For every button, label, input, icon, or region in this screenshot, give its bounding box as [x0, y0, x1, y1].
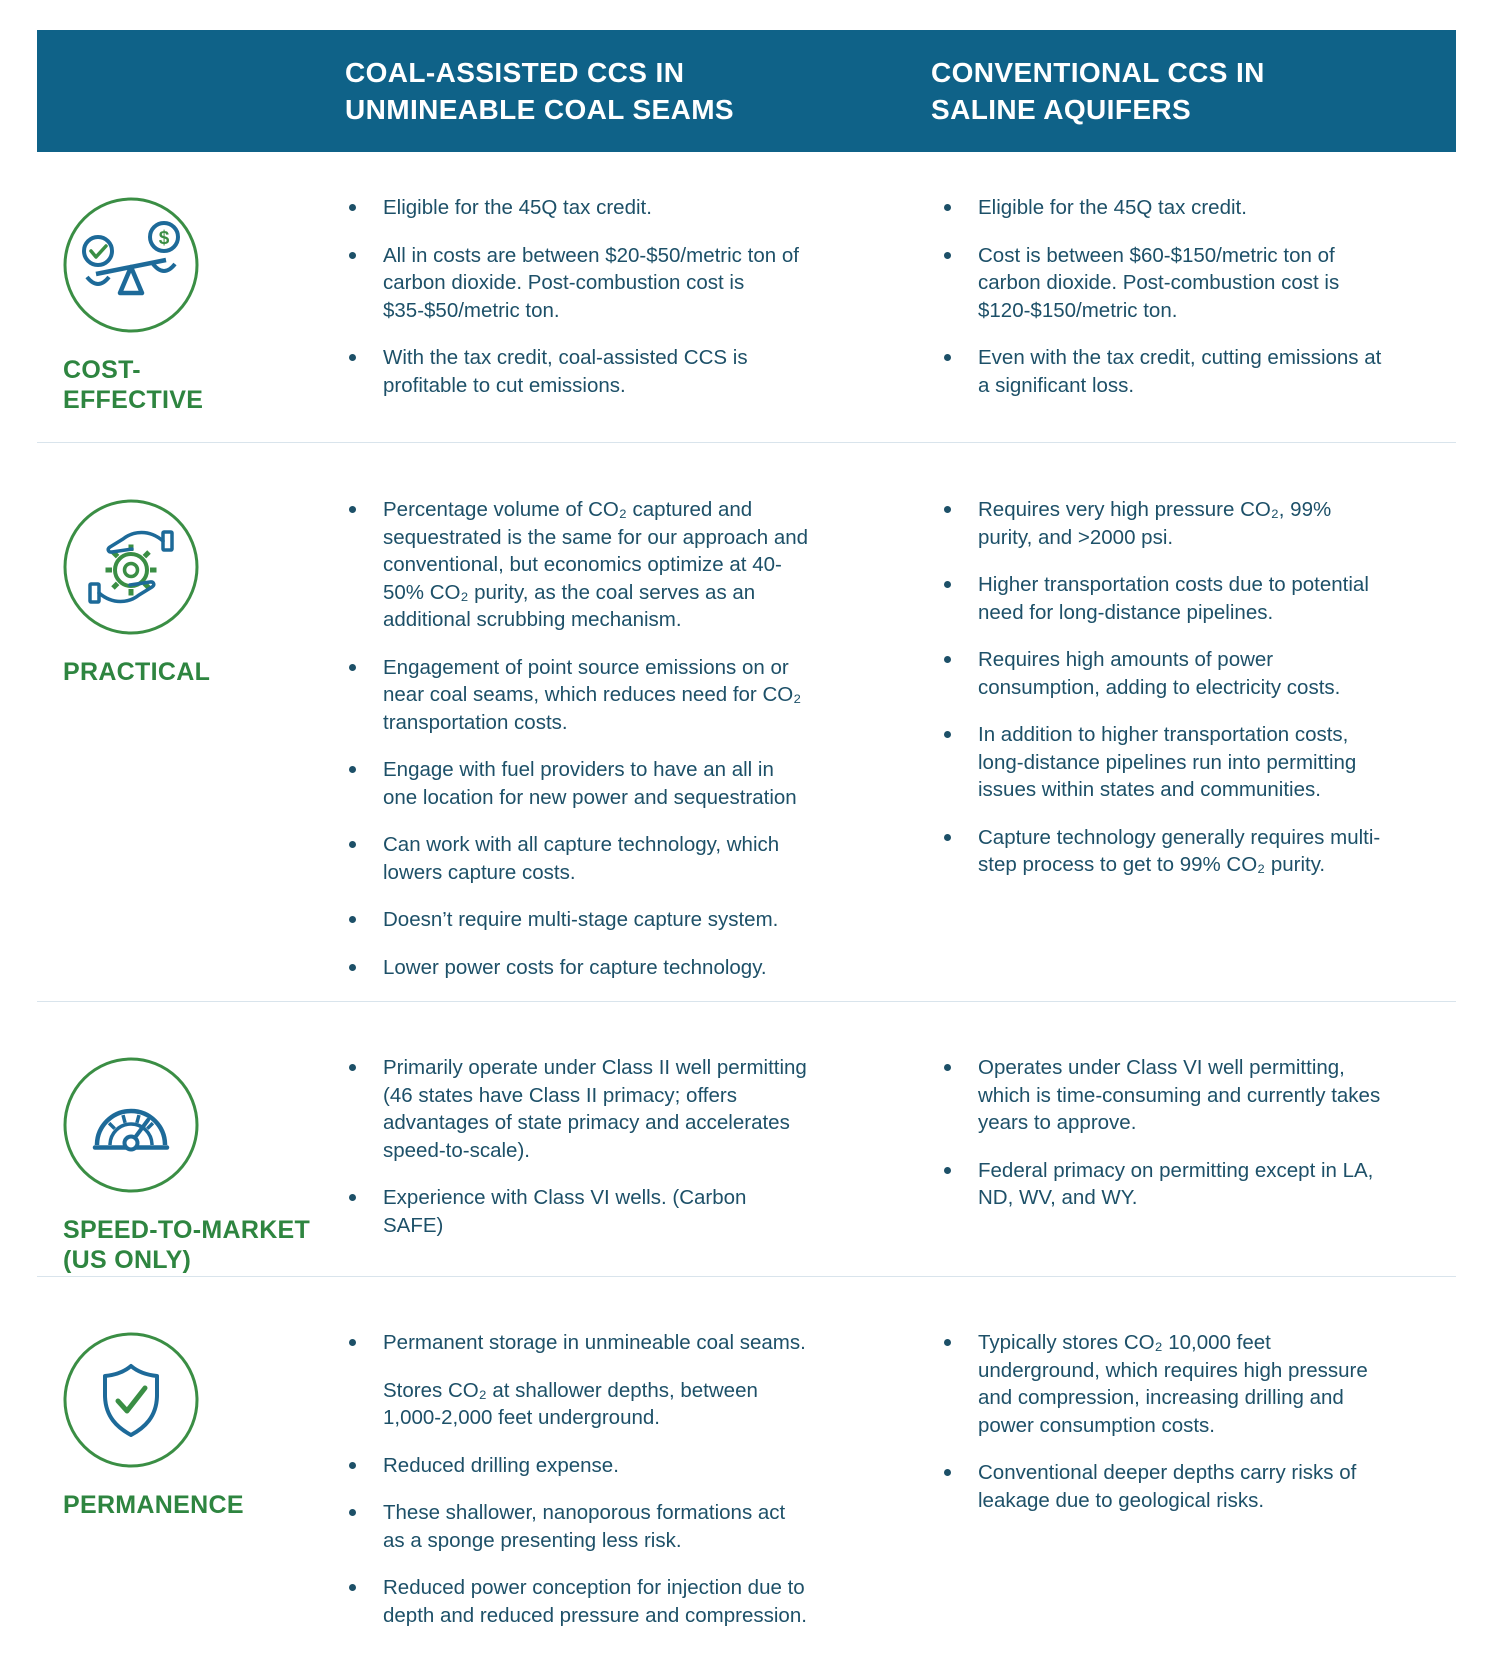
bullet-item: [349, 1377, 810, 1432]
bullet-item: [944, 1054, 1384, 1137]
bullet-text: Engage with fuel providers to have an all in one location for new power and sequestration: [383, 758, 797, 809]
bullet-dot: [944, 731, 951, 738]
bullet-item: [349, 1499, 810, 1554]
svg-text:$: $: [158, 228, 170, 249]
bullet-dot: [349, 1584, 356, 1591]
bullet-dot: [944, 506, 951, 513]
bullet-text: In addition to higher transportation costs, long-distance pipelines run into permitting issues within states and communities.: [978, 723, 1357, 801]
table-header-bar: [37, 30, 1456, 152]
bullet-text: Typically stores CO₂ 10,000 feet underground, which requires high pressure and compression, increasing drilling and power consumption costs.: [978, 1331, 1368, 1437]
bullet-text: Requires high amounts of power consumption, adding to electricity costs.: [978, 648, 1341, 699]
bullet-text: Requires very high pressure CO₂, 99% purity, and >2000 psi.: [978, 498, 1332, 549]
column-header-line: SALINE AQUIFERS: [931, 94, 1192, 125]
bullet-item: [944, 344, 1384, 399]
bullet-item: [349, 242, 810, 325]
bullet-item: [944, 194, 1384, 222]
bullet-item: [349, 1329, 810, 1357]
column-header-line: UNMINEABLE COAL SEAMS: [345, 94, 735, 125]
bullet-dot: [944, 656, 951, 663]
bullet-text: Cost is between $60-$150/metric ton of carbon dioxide. Post-combustion cost is $120-$150/metric ton.: [978, 243, 1340, 322]
bullet-dot: [944, 1167, 951, 1174]
bullet-dot: [349, 252, 356, 259]
bullet-item: [349, 194, 810, 222]
bullet-text: Reduced power conception for injection due to depth and reduced pressure and compression.: [383, 1576, 807, 1627]
bullet-dot: [349, 964, 356, 971]
bullet-item: [349, 496, 810, 634]
bullet-item: [349, 756, 810, 811]
practical-icon-cell: [37, 496, 349, 1001]
column-header-line: CONVENTIONAL CCS IN: [931, 57, 1265, 88]
bullet-text: Can work with all capture technology, which lowers capture costs.: [383, 833, 780, 884]
bullet-text: Higher transportation costs due to potential need for long-distance pipelines.: [978, 573, 1369, 624]
bullet-item: [944, 721, 1384, 804]
bullet-text: Lower power costs for capture technology.: [383, 955, 767, 979]
comparison-table-body: [37, 152, 1456, 1662]
speed-to-market-icon-cell: [37, 1054, 349, 1276]
bullet-text: These shallower, nanoporous formations act as a sponge presenting less risk.: [383, 1501, 786, 1552]
practical-label: [60, 657, 349, 687]
bullet-dot: [944, 1469, 951, 1476]
row-practical: [37, 443, 1456, 1002]
bullet-item: [944, 1329, 1384, 1439]
bullet-item: [349, 344, 810, 399]
bullet-text: Engagement of point source emissions on or near coal seams, which reduces need for CO₂ transportation costs.: [383, 655, 802, 734]
bullet-item: [944, 1459, 1384, 1514]
bullet-text: Percentage volume of CO₂ captured and sequestrated is the same for our approach and conventional, but economics optimize at 40-50% CO₂ purity, as the coal serves as an additional scrubbing mechanism.: [383, 498, 809, 631]
bullet-dot: [944, 1339, 951, 1346]
bullet-text: Stores CO₂ at shallower depths, between 1,000-2,000 feet underground.: [383, 1378, 758, 1429]
practical-left-column: [349, 496, 944, 1001]
bullet-dot: [349, 841, 356, 848]
bullet-text: With the tax credit, coal-assisted CCS is profitable to cut emissions.: [383, 346, 748, 397]
hands-gear-icon: [60, 496, 349, 643]
speed-to-market-left-column: [349, 1054, 944, 1276]
bullet-dot: [944, 204, 951, 211]
row-speed-to-market: [37, 1002, 1456, 1277]
cost-effective-label: [60, 355, 349, 415]
bullet-dot: [944, 581, 951, 588]
permanence-right-column: [944, 1329, 1456, 1662]
bullet-text: Conventional deeper depths carry risks of leakage due to geological risks.: [978, 1461, 1357, 1512]
bullet-item: [944, 824, 1384, 879]
speedometer-icon: [60, 1054, 349, 1201]
bullet-text: Even with the tax credit, cutting emissions at a significant loss.: [978, 346, 1382, 397]
bullet-dot: [349, 354, 356, 361]
bullet-item: [349, 654, 810, 737]
bullet-dot: [349, 916, 356, 923]
bullet-dot: [349, 664, 356, 671]
column-header-coal-assisted-ccs: [345, 54, 734, 128]
bullet-item: [944, 646, 1384, 701]
bullet-text: All in costs are between $20-$50/metric ton of carbon dioxide. Post-combustion cost is $35-$50/metric ton.: [383, 243, 799, 322]
bullet-text: Reduced drilling expense.: [383, 1453, 619, 1477]
bullet-text: Federal primacy on permitting except in LA, ND, WV, and WY.: [978, 1158, 1374, 1209]
row-label-line: SPEED-TO-MARKET: [63, 1216, 311, 1244]
practical-right-column: [944, 496, 1456, 1001]
row-label-line: EFFECTIVE: [63, 386, 204, 414]
cost-effective-right-column: [944, 194, 1456, 442]
speed-to-market-right-column: [944, 1054, 1456, 1276]
bullet-text: Experience with Class VI wells. (Carbon SAFE): [383, 1186, 747, 1237]
bullet-text: Operates under Class VI well permitting, which is time-consuming and currently takes years to approve.: [978, 1056, 1381, 1134]
bullet-dot: [944, 252, 951, 259]
permanence-label: [60, 1490, 349, 1520]
row-cost-effective: [37, 152, 1456, 443]
bullet-text: Primarily operate under Class II well permitting (46 states have Class II primacy; offers advantages of state primacy and accelerates speed-to-scale).: [383, 1056, 807, 1162]
bullet-dot: [944, 354, 951, 361]
bullet-dot: [944, 834, 951, 841]
column-header-line: COAL-ASSISTED CCS IN: [345, 57, 685, 88]
permanence-icon-cell: [37, 1329, 349, 1662]
bullet-text: Capture technology generally requires multi-step process to get to 99% CO₂ purity.: [978, 825, 1381, 876]
bullet-item: [349, 1574, 810, 1629]
permanence-left-column: [349, 1329, 944, 1662]
bullet-text: Doesn’t require multi-stage capture system.: [383, 908, 779, 931]
bullet-dot: [349, 766, 356, 773]
bullet-text: Eligible for the 45Q tax credit.: [978, 196, 1247, 219]
column-header-conventional-ccs: [931, 54, 1265, 128]
speed-to-market-label: [60, 1215, 349, 1275]
bullet-dot: [349, 1194, 356, 1201]
row-label-line: COST-: [63, 356, 141, 384]
bullet-item: [349, 954, 810, 982]
cost-effective-left-column: [349, 194, 944, 442]
bullet-dot: [349, 204, 356, 211]
bullet-item: [349, 1452, 810, 1480]
bullet-dot: [349, 1064, 356, 1071]
row-label-line: (US ONLY): [63, 1246, 192, 1274]
bullet-item: [944, 1157, 1384, 1212]
bullet-dot: [349, 1509, 356, 1516]
cost-effective-icon-cell: [37, 194, 349, 442]
scale-balance-icon: [60, 194, 349, 341]
bullet-dot: [349, 1339, 356, 1346]
row-label-line: PRACTICAL: [63, 658, 211, 686]
bullet-item: [349, 1054, 810, 1164]
bullet-item: [349, 1184, 810, 1239]
bullet-dot: [944, 1064, 951, 1071]
bullet-item: [349, 831, 810, 886]
row-label-line: PERMANENCE: [63, 1491, 244, 1519]
shield-check-icon: [60, 1329, 349, 1476]
bullet-dot: [349, 1462, 356, 1469]
bullet-item: [944, 496, 1384, 551]
bullet-dot: [349, 506, 356, 513]
bullet-item: [349, 906, 810, 934]
bullet-item: [944, 242, 1384, 325]
bullet-item: [944, 571, 1384, 626]
bullet-text: Eligible for the 45Q tax credit.: [383, 196, 652, 219]
bullet-text: Permanent storage in unmineable coal seams.: [383, 1331, 806, 1354]
row-permanence: [37, 1277, 1456, 1662]
